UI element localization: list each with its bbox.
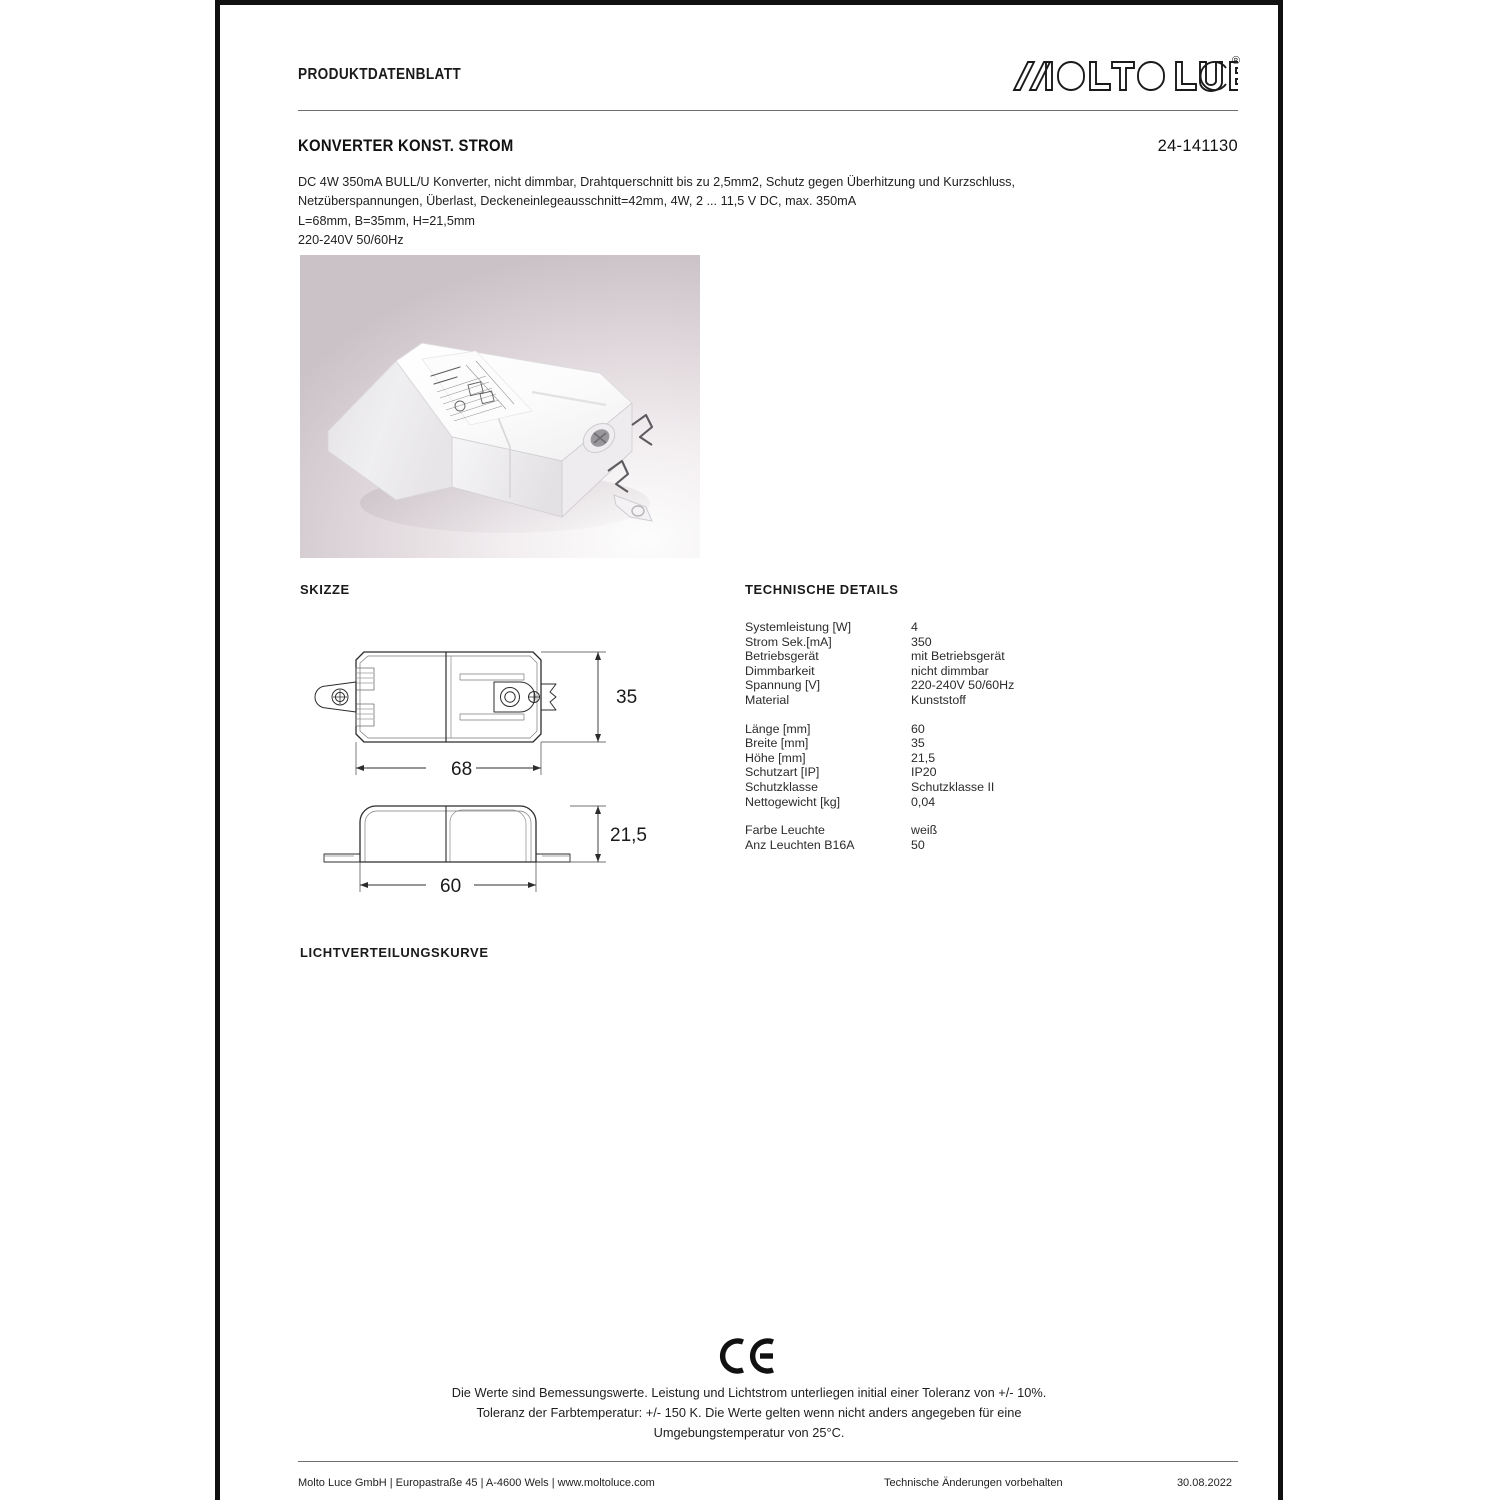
spec-value: 50: [911, 837, 925, 852]
dimension-68: [356, 742, 541, 775]
dimension-label-width-side: 60: [440, 876, 462, 897]
footer-note: Technische Änderungen vorbehalten: [884, 1477, 1063, 1489]
article-number: 24-141130: [1157, 137, 1238, 155]
datasheet-page: [215, 0, 1283, 1500]
spec-value: 0,04: [911, 794, 936, 809]
spec-label: Strom Sek.[mA]: [745, 634, 832, 649]
spec-value: Schutzklasse II: [911, 779, 995, 794]
document-kind-label: PRODUKTDATENBLATT: [298, 66, 462, 83]
page-header: [298, 55, 1240, 110]
spec-value: IP20: [911, 765, 937, 780]
product-photo: [300, 255, 700, 558]
spec-label: Höhe [mm]: [745, 750, 806, 765]
dimension-21-5: [570, 806, 606, 862]
drawing-side-view: [324, 806, 570, 862]
spec-value: mit Betriebsgerät: [911, 649, 1005, 664]
table-row: [745, 765, 1085, 780]
spec-label: Spannung [V]: [745, 678, 821, 693]
description-line-1: DC 4W 350mA BULL/U Konverter, nicht dimmbar, Drahtquerschnitt bis zu 2,5mm2, Schutz gegen Überhitzung und Kurzschluss,: [298, 174, 1016, 189]
drawing-top-view: [315, 652, 556, 742]
spec-value: 21,5: [911, 750, 936, 765]
product-description: [298, 172, 1066, 249]
table-row: [745, 838, 1085, 853]
table-row: [745, 722, 1085, 737]
spec-value: 220-240V 50/60Hz: [911, 678, 1015, 693]
spec-value: weiß: [911, 823, 938, 838]
table-row: [745, 635, 1085, 650]
spec-group-misc: [745, 823, 1085, 852]
footer-divider: [298, 1461, 1238, 1462]
tech-details-caption: TECHNISCHE DETAILS: [745, 582, 899, 597]
spec-label: Nettogewicht [kg]: [745, 794, 841, 809]
spec-label: Schutzklasse: [745, 779, 819, 794]
registered-trademark-icon: ®: [1231, 55, 1240, 67]
spec-group-general: [745, 620, 1085, 708]
spec-label: Betriebsgerät: [745, 649, 819, 664]
spec-value: Kunststoff: [911, 692, 966, 707]
spec-label: Dimmbarkeit: [745, 663, 815, 678]
spec-label: Breite [mm]: [745, 736, 809, 751]
disclaimer-line-3: Umgebungstemperatur von 25°C.: [653, 1425, 845, 1440]
spec-group-dimensions: [745, 722, 1085, 810]
dimension-label-height-top: 35: [616, 687, 638, 708]
table-row: [745, 751, 1085, 766]
footer-company-info: Molto Luce GmbH | Europastraße 45 | A-4600 Wels | www.moltoluce.com: [298, 1477, 655, 1489]
spec-label: Material: [745, 692, 790, 707]
table-row: [745, 795, 1085, 810]
dimension-35: [541, 652, 606, 742]
spec-value: 4: [911, 620, 918, 634]
spec-label: Systemleistung [W]: [745, 620, 852, 634]
product-photo-illustration: [300, 255, 700, 558]
disclaimer-line-1: Die Werte sind Bemessungswerte. Leistung und Lichtstrom unterliegen initial einer Toleranz von +/- 10%.: [451, 1385, 1047, 1400]
page-title: KONVERTER KONST. STROM: [298, 137, 514, 155]
table-row: [745, 736, 1085, 751]
table-row: [745, 664, 1085, 679]
header-divider: [298, 110, 1238, 111]
table-row: [745, 649, 1085, 664]
table-row: [745, 678, 1085, 693]
dimension-label-height-side: 21,5: [610, 825, 647, 846]
title-row: [298, 137, 1238, 163]
dimension-label-width-top: 68: [451, 759, 473, 780]
spec-value: 350: [911, 634, 932, 649]
table-row: [745, 823, 1085, 838]
technical-drawings: [298, 630, 718, 900]
sketch-section-caption: SKIZZE: [300, 582, 350, 597]
spec-label: Anz Leuchten B16A: [745, 837, 855, 852]
table-row: [745, 693, 1085, 708]
logo-wordmark-icon: [1008, 54, 1238, 100]
technical-details-table: [745, 620, 1085, 866]
molto-luce-logo: [1008, 54, 1238, 100]
spec-value: nicht dimmbar: [911, 663, 989, 678]
spec-value: 35: [911, 736, 925, 751]
table-row: [745, 780, 1085, 795]
light-distribution-caption: LICHTVERTEILUNGSKURVE: [300, 945, 489, 960]
description-line-2: Netzüberspannungen, Überlast, Deckeneinlegeausschnitt=42mm, 4W, 2 ... 11,5 V DC, max. 350mA: [298, 193, 857, 209]
spec-label: Länge [mm]: [745, 721, 811, 736]
description-line-3: L=68mm, B=35mm, H=21,5mm: [298, 212, 475, 228]
spec-label: Farbe Leuchte: [745, 823, 825, 838]
table-row: [745, 620, 1085, 635]
spec-label: Schutzart [IP]: [745, 765, 820, 780]
disclaimer-text: [299, 1383, 1199, 1443]
ce-mark-icon: [719, 1335, 779, 1377]
spec-value: 60: [911, 721, 925, 736]
page-footer: [298, 1477, 1238, 1495]
description-line-4: 220-240V 50/60Hz: [298, 231, 404, 247]
footer-date: 30.08.2022: [1176, 1477, 1232, 1489]
disclaimer-line-2: Toleranz der Farbtemperatur: +/- 150 K. Die Werte gelten wenn nicht anders angegeben für eine: [476, 1405, 1022, 1420]
